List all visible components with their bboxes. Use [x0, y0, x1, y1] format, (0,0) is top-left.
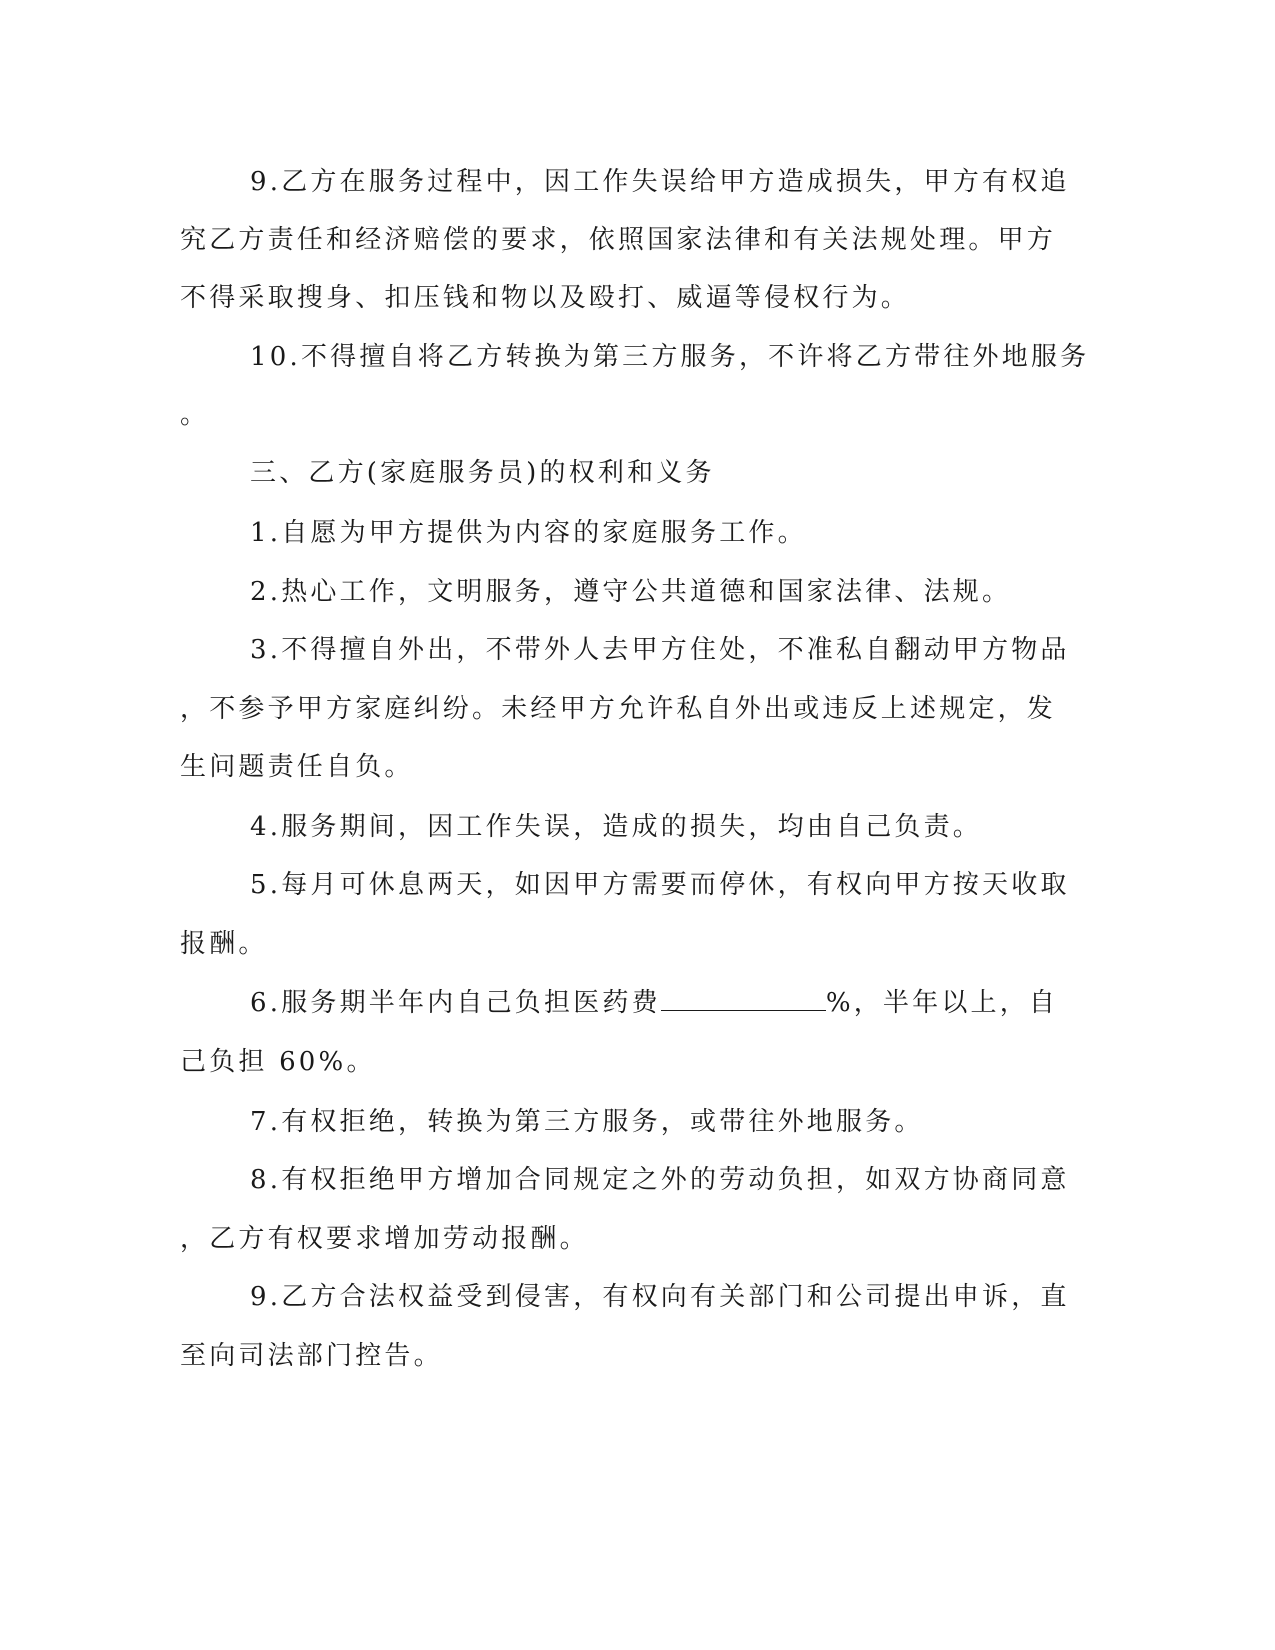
clause-10-line-1: 10.不得擅自将乙方转换为第三方服务，不许将乙方带往外地服务: [250, 342, 1090, 372]
clause-10-line-2: 。: [180, 400, 210, 430]
duty-6-line-2: 己负担 60%。: [180, 1047, 376, 1077]
clause-9-line-1: 9.乙方在服务过程中，因工作失误给甲方造成损失，甲方有权追: [250, 167, 1070, 197]
section-heading: 三、乙方(家庭服务员)的权利和义务: [250, 458, 715, 488]
duty-9-line-2: 至向司法部门控告。: [180, 1341, 443, 1371]
duty-9-line-1: 9.乙方合法权益受到侵害，有权向有关部门和公司提出申诉，直: [250, 1282, 1070, 1312]
duty-8-line-2: ，乙方有权要求增加劳动报酬。: [180, 1224, 589, 1254]
duty-3-line-3: 生问题责任自负。: [180, 752, 414, 782]
duty-6-line-1: [250, 986, 1058, 1020]
duty-4-line-1: 4.服务期间，因工作失误，造成的损失，均由自己负责。: [250, 812, 983, 842]
duty-5-line-2: 报酬。: [180, 929, 268, 959]
duty-5-line-1: 5.每月可休息两天，如因甲方需要而停休，有权向甲方按天收取: [250, 870, 1070, 900]
clause-9-line-3: 不得采取搜身、扣压钱和物以及殴打、威逼等侵权行为。: [180, 283, 911, 313]
clause-9-line-2: 究乙方责任和经济赔偿的要求，依照国家法律和有关法规处理。甲方: [180, 225, 1057, 255]
duty-6-text-after-blank: %，半年以上，自: [825, 988, 1059, 1018]
duty-3-line-1: 3.不得擅自外出，不带外人去甲方住处，不准私自翻动甲方物品: [250, 635, 1070, 665]
duty-7-line-1: 7.有权拒绝，转换为第三方服务，或带往外地服务。: [250, 1107, 924, 1137]
duty-2-line-1: 2.热心工作，文明服务，遵守公共道德和国家法律、法规。: [250, 577, 1012, 607]
duty-8-line-1: 8.有权拒绝甲方增加合同规定之外的劳动负担，如双方协商同意: [250, 1165, 1070, 1195]
duty-6-text-before-blank: 6.服务期半年内自己负担医药费: [250, 988, 661, 1018]
duty-1-line-1: 1.自愿为甲方提供为内容的家庭服务工作。: [250, 518, 807, 548]
fill-in-blank: [661, 988, 826, 1011]
duty-3-line-2: ，不参予甲方家庭纠纷。未经甲方允许私自外出或违反上述规定，发: [180, 694, 1057, 724]
